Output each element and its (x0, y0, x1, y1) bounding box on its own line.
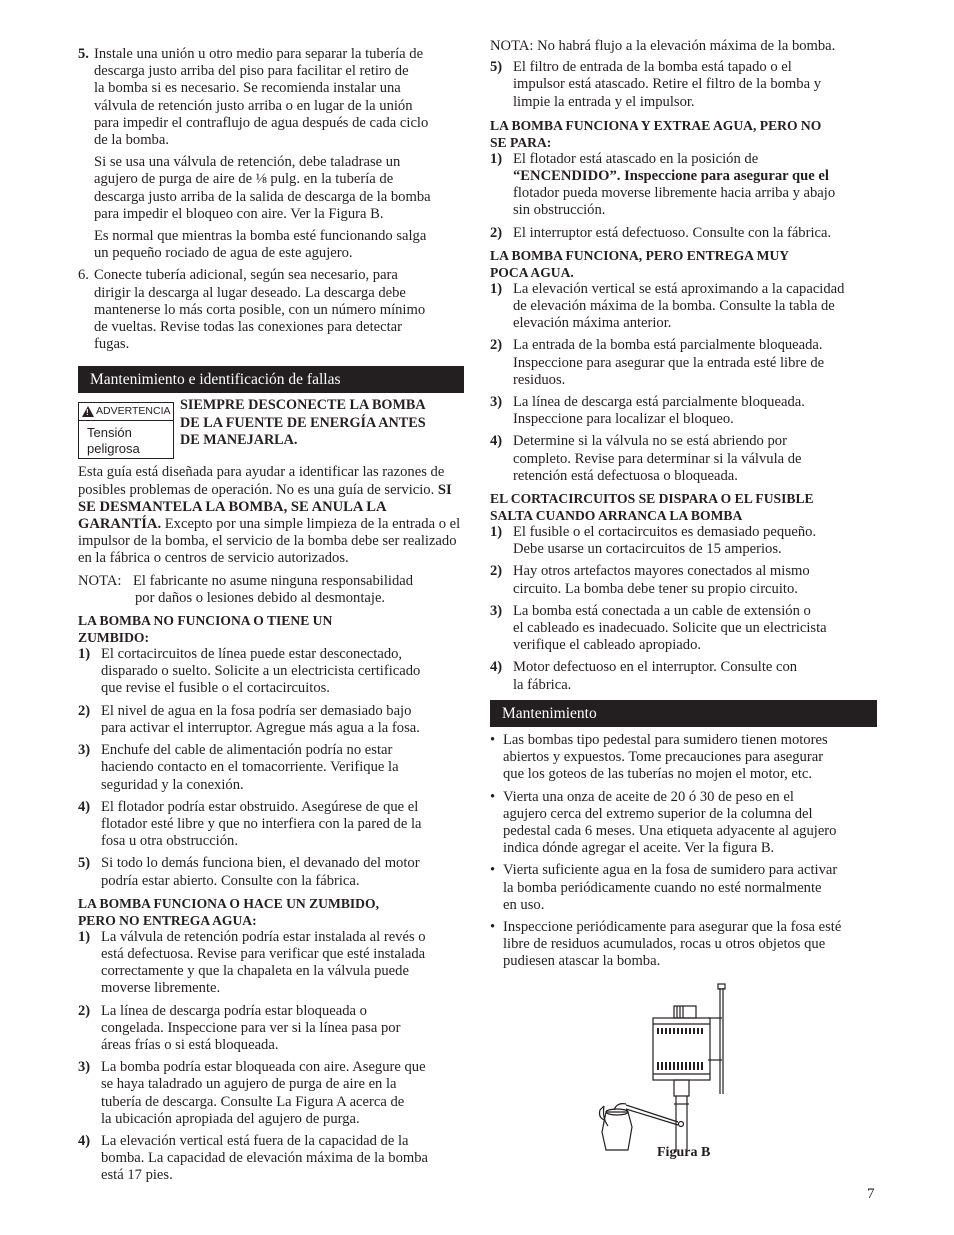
text-line: El fusible o el cortacircuitos es demasiado pequeño. (513, 524, 817, 541)
left-column (78, 46, 464, 1185)
text-line: POCA AGUA. (490, 264, 574, 280)
text-line: SALTA CUANDO ARRANCA LA BOMBA (490, 508, 743, 524)
list-item (78, 855, 464, 889)
text-line: abiertos y expuestos. Tome precauciones para asegurar (503, 749, 824, 766)
item-text (513, 394, 877, 428)
list-item (490, 524, 877, 558)
text-line: el cableado es inadecuado. Solicite que un electricista (513, 620, 827, 637)
item-text (101, 1003, 464, 1055)
text-line: está 17 pies. (101, 1167, 173, 1184)
item-number: 2) (78, 702, 91, 719)
text-line: de vueltas. Revise todas las conexiones para detectar (94, 319, 402, 336)
text-line: seguridad y la conexión. (101, 776, 244, 793)
nota-disassembly (78, 573, 464, 607)
text-line: La elevación vertical está fuera de la capacidad de la (101, 1132, 409, 1149)
bullet: • (490, 788, 496, 805)
text-line: de elevación máxima de la bomba. Consulte la tabla de (513, 298, 835, 315)
list-item (490, 433, 877, 485)
section-header-troubleshooting: Mantenimiento e identificación de fallas (78, 366, 464, 393)
item-text (101, 646, 464, 698)
list-item (78, 646, 464, 698)
text-line: flotador pueda moverse libremente hacia arriba y abajo (513, 185, 836, 202)
text-line: pudiesen atascar la bomba. (503, 953, 661, 970)
group-title (78, 895, 464, 929)
text-line: haciendo contacto en el tomacorriente. Verifique la (101, 759, 399, 776)
text-line: Enchufe del cable de alimentación podría no estar (101, 742, 393, 759)
text-line: flotador esté libre y que no interfiera con la pared de la (101, 815, 422, 832)
text-line: Debe usarse un cortacircuitos de 15 amperios. (513, 541, 782, 558)
group-title (490, 490, 877, 524)
item-text (101, 1059, 464, 1128)
text-line: que revise el fusible o el cortacircuitos. (101, 680, 330, 697)
text-line: La entrada de la bomba está parcialmente bloqueada. (513, 337, 823, 354)
text-line: La válvula de retención podría estar instalada al revés o (101, 928, 426, 945)
bullet-item (490, 862, 877, 914)
intro-text-end: Excepto por una simple limpieza de la entrada o el impulsor de la bomba, el servicio de la bomba debe ser realizado en la fábrica o centros de servicio autorizados. (78, 516, 461, 567)
text-line: para impedir el bloqueo con aire. Ver la Figura B. (94, 205, 384, 222)
nota-label: NOTA: (78, 572, 122, 589)
item-number: 1) (78, 928, 91, 945)
step-text (94, 267, 464, 353)
text-line: por daños o lesiones debido al desmontaje. (135, 589, 386, 606)
text-line: moverse libremente. (101, 980, 221, 997)
pump-oiling-illustration (592, 982, 742, 1167)
group-title (78, 612, 464, 646)
item-number: 1) (78, 646, 91, 663)
text-line: LA BOMBA NO FUNCIONA O TIENE UN (78, 613, 333, 629)
text-line: disparado o suelto. Solicite a un electricista certificado (101, 663, 421, 680)
item-text (513, 151, 877, 220)
warning-label-header (79, 403, 173, 421)
text-line: DE LA FUENTE DE ENERGÍA ANTES (180, 414, 426, 431)
text-line: la ubicación apropiada del agujero de purga. (101, 1110, 360, 1127)
bullet-text (503, 919, 877, 971)
step-number: 6. (78, 267, 89, 284)
right-column (490, 38, 877, 971)
step-5 (78, 46, 464, 262)
item-number: 3) (490, 394, 503, 411)
text-line: limpie la entrada y el impulsor. (513, 93, 695, 110)
text-line: descarga justo arriba del piso para facilitar el retiro de (94, 63, 409, 80)
text-line: DE MANEJARLA. (180, 431, 298, 448)
item-number: 4) (490, 433, 503, 450)
text-line: El filtro de entrada de la bomba está tapado o el (513, 59, 792, 76)
text-line: Si se usa una válvula de retención, debe taladrase un (94, 154, 401, 171)
list-item (78, 742, 464, 794)
item-number: 3) (78, 742, 91, 759)
bullet-item (490, 919, 877, 971)
text-line: residuos. (513, 371, 566, 388)
text-line: para activar el interruptor. Agregue más agua a la fosa. (101, 719, 420, 736)
warning-triangle-icon: ! (82, 406, 94, 417)
text-line: fugas. (94, 336, 130, 353)
text-line: El flotador podría estar obstruido. Asegúrese de que el (101, 798, 419, 815)
item-number: 1) (490, 280, 503, 297)
text-line: mantenerse lo más corta posible, con un número mínimo (94, 301, 426, 318)
text-line: en uso. (503, 896, 545, 913)
text-line: La línea de descarga está parcialmente bloqueada. (513, 394, 805, 411)
text-line: El fabricante no asume ninguna responsabilidad (133, 572, 414, 589)
item-text (513, 337, 877, 389)
group-title (490, 247, 877, 281)
text-line: Determine si la válvula no se está abriendo por (513, 433, 787, 450)
item-number: 1) (490, 150, 503, 167)
text-line: retención está defectuosa o bloqueada. (513, 467, 738, 484)
warning-label (78, 402, 174, 459)
text-line: que los goteos de las tuberías no mojen el motor, etc. (503, 766, 813, 783)
text-line: se haya taladrado un agujero de purga de aire en la (101, 1076, 397, 1093)
list-item (490, 281, 877, 333)
item-number: 2) (490, 224, 503, 241)
group-title (490, 117, 877, 151)
list-item (490, 659, 877, 693)
item-number: 2) (490, 563, 503, 580)
text-line: elevación máxima anterior. (513, 315, 672, 332)
text-line: válvula de retención justo arriba o en lugar de la unión (94, 97, 413, 114)
list-item (490, 225, 877, 242)
text-line: Inspeccione periódicamente para asegurar que la fosa esté (503, 918, 842, 935)
intro-paragraph (78, 464, 464, 567)
item-text (513, 59, 877, 111)
list-item (78, 799, 464, 851)
text-line: Motor defectuoso en el interruptor. Consulte con (513, 659, 798, 676)
text-line: descarga justo arriba de la salida de descarga de la bomba (94, 188, 431, 205)
text-line: agujero de purga de aire de ⅛ pulg. en la tubería de (94, 171, 394, 188)
list-item (490, 337, 877, 389)
bullet: • (490, 918, 496, 935)
page-number: 7 (867, 1186, 875, 1202)
text-line: La línea de descarga podría estar bloqueada o (101, 1002, 367, 1019)
item-number: 3) (490, 602, 503, 619)
text-line: La bomba está conectada a un cable de extensión o (513, 602, 811, 619)
text-line: agujero cerca del extremo superior de la columna del (503, 805, 813, 822)
step-6 (78, 267, 464, 353)
text-line: SE PARA: (490, 134, 552, 150)
text-line: tubería de descarga. Consulte La Figura A acerca de (101, 1093, 405, 1110)
nota-text (133, 573, 464, 607)
warning-text (180, 397, 464, 449)
item-number: 5) (78, 855, 91, 872)
text-line: para impedir el contraflujo de agua después de cada ciclo (94, 114, 429, 131)
step-text (94, 46, 464, 262)
text-line: Las bombas tipo pedestal para sumidero tienen motores (503, 731, 828, 748)
text-line: Hay otros artefactos mayores conectados al mismo (513, 563, 810, 580)
warning-block (78, 397, 464, 463)
item-number: 2) (78, 1002, 91, 1019)
text-line: correctamente y que la chapaleta en la válvula puede (101, 963, 409, 980)
text-line: áreas frías o si está bloqueada. (101, 1036, 279, 1053)
item-number: 4) (78, 798, 91, 815)
figure-caption: Figura B (657, 1145, 711, 1160)
bullet-text (503, 862, 877, 914)
text-line: Es normal que mientras la bomba esté funcionando salga (94, 228, 427, 245)
text-line: dirigir la descarga al lugar deseado. La descarga debe (94, 284, 406, 301)
text-line: un pequeño rociado de agua de este agujero. (94, 245, 353, 262)
text-line: Inspeccione para localizar el bloqueo. (513, 411, 734, 428)
item-text (513, 524, 877, 558)
hazard-text (79, 421, 173, 457)
text-line: La elevación vertical se está aproximando a la capacidad (513, 280, 845, 297)
text-line: El flotador está atascado en la posición de (513, 150, 759, 167)
text-line: Si todo lo demás funciona bien, el devanado del motor (101, 855, 420, 872)
list-item (78, 929, 464, 998)
text-line: pedestal cada 6 meses. Una etiqueta adyacente al agujero (503, 822, 837, 839)
text-line: está defectuosa. Revise para verificar que esté instalada (101, 945, 426, 962)
bullet: • (490, 731, 496, 748)
list-item (78, 1133, 464, 1185)
item-text (513, 433, 877, 485)
text-line: La bomba podría estar bloqueada con aire. Asegure que (101, 1059, 426, 1076)
text-line: El interruptor está defectuoso. Consulte con la fábrica. (513, 224, 832, 241)
list-item (78, 703, 464, 737)
item-text (101, 742, 464, 794)
text-line: Instale una unión u otro medio para separar la tubería de (94, 46, 424, 62)
list-item (78, 1003, 464, 1055)
item-number: 5) (490, 59, 503, 76)
item-text (101, 1133, 464, 1185)
item-text (513, 563, 877, 597)
item-number: 4) (490, 659, 503, 676)
nota-max-lift: NOTA: No habrá flujo a la elevación máxima de la bomba. (490, 38, 836, 54)
bullet-item (490, 789, 877, 858)
text-line: la fábrica. (513, 676, 572, 693)
list-item (78, 1059, 464, 1128)
warning-label-text: ADVERTENCIA (96, 405, 171, 418)
text-line: de la bomba. (94, 132, 169, 149)
text-line: LA BOMBA FUNCIONA, PERO ENTREGA MUY (490, 247, 790, 263)
item-text (101, 929, 464, 998)
text-line: LA BOMBA FUNCIONA O HACE UN ZUMBIDO, (78, 895, 379, 911)
text-line: Tensión (87, 425, 132, 441)
item-number: 2) (490, 337, 503, 354)
text-line: El cortacircuitos de línea puede estar desconectado, (101, 646, 403, 663)
text-line: EL CORTACIRCUITOS SE DISPARA O EL FUSIBLE (490, 491, 814, 507)
text-line: circuito. La bomba debe tener su propio circuito. (513, 580, 798, 597)
list-item (490, 563, 877, 597)
item-text (101, 799, 464, 851)
text-line: podría estar abierto. Consulte con la fábrica. (101, 872, 360, 889)
text-line: ZUMBIDO: (78, 630, 149, 646)
item-text (513, 225, 877, 242)
text-line: Vierta una onza de aceite de 20 ó 30 de peso en el (503, 788, 794, 805)
warranty-text: SI SE DESMANTELA LA BOMBA, SE ANULA LA GARANTÍA. (78, 481, 452, 533)
item-text (101, 855, 464, 889)
text-line: Vierta suficiente agua en la fosa de sumidero para activar (503, 862, 838, 879)
text-line: indica dónde agregar el aceite. Ver la figura B. (503, 840, 775, 857)
list-item (490, 394, 877, 428)
item-number: 1) (490, 524, 503, 541)
list-item (490, 603, 877, 655)
item-text (513, 603, 877, 655)
text-line: impulsor está atascado. Retire el filtro de la bomba y (513, 76, 821, 93)
text-line: congelada. Inspeccione para ver si la línea pasa por (101, 1019, 401, 1036)
item-number: 4) (78, 1132, 91, 1149)
bullet: • (490, 862, 496, 879)
list-item (490, 59, 877, 111)
text-line: “ENCENDIDO”. Inspeccione para asegurar que el (513, 168, 829, 185)
text-line: la bomba si es necesario. Se recomienda instalar una (94, 80, 401, 97)
text-line: Inspeccione para asegurar que la entrada esté libre de (513, 354, 825, 371)
list-item (490, 151, 877, 220)
text-line: LA BOMBA FUNCIONA Y EXTRAE AGUA, PERO NO (490, 117, 822, 133)
text-line: El nivel de agua en la fosa podría ser demasiado bajo (101, 702, 412, 719)
item-text (513, 281, 877, 333)
bullet-item (490, 732, 877, 784)
text-line: fosa u otra obstrucción. (101, 833, 238, 850)
item-text (101, 703, 464, 737)
text-line: la bomba periódicamente cuando no esté normalmente (503, 879, 822, 896)
text-line: bomba. La capacidad de elevación máxima de la bomba (101, 1150, 428, 1167)
item-text (513, 659, 877, 693)
text-line: sin obstrucción. (513, 202, 606, 219)
section-header-maintenance: Mantenimiento (490, 700, 877, 727)
item-number: 3) (78, 1059, 91, 1076)
intro-text: Esta guía está diseñada para ayudar a identificar las razones de posibles problemas de operación. No es una guía de servicio. (78, 464, 445, 498)
bullet-text (503, 732, 877, 784)
text-line: verifique el cableado apropiado. (513, 637, 702, 654)
bullet-text (503, 789, 877, 858)
text-line: peligrosa (87, 441, 140, 457)
text-line: Conecte tubería adicional, según sea necesario, para (94, 267, 398, 284)
text-line: PERO NO ENTREGA AGUA: (78, 912, 257, 928)
text-line: SIEMPRE DESCONECTE LA BOMBA (180, 397, 426, 414)
step-number: 5. (78, 46, 89, 62)
text-line: completo. Revise para determinar si la válvula de (513, 450, 802, 467)
text-line: libre de residuos acumulados, rocas u otros objetos que (503, 936, 826, 953)
